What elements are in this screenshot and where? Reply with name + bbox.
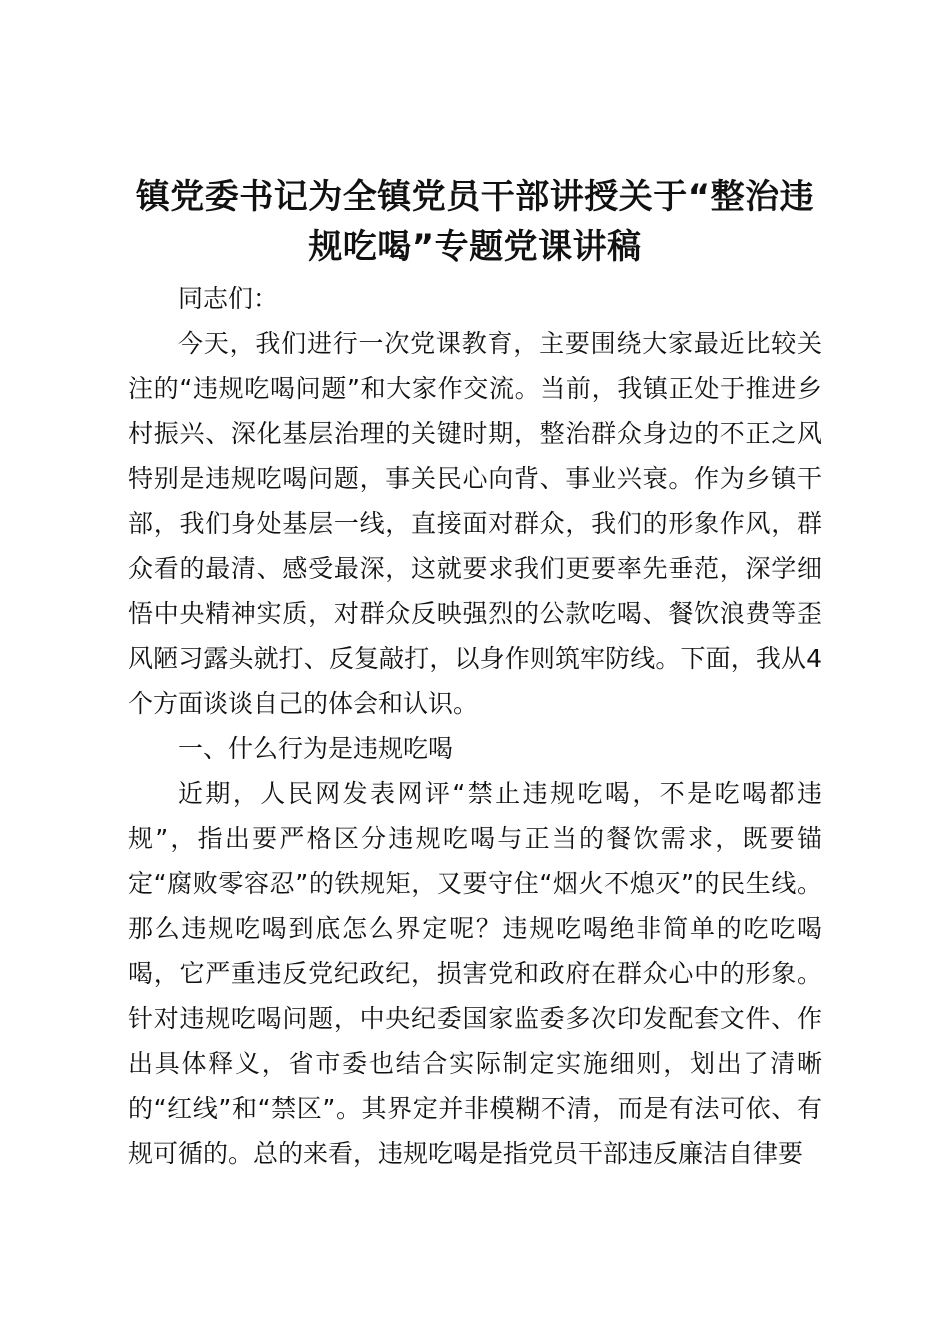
section-paragraph: 近期，人民网发表网评“禁止违规吃喝，不是吃喝都违规”，指出要严格区分违规吃喝与正当的餐饮需求，既要锚定“腐败零容忍”的铁规矩，又要守住“烟火不熄灭”的民生线。那么违规吃喝到底怎么界定呢？违规吃喝绝非简单的吃吃喝喝，它严重违反党纪政纪，损害党和政府在群众心中的形象。针对违规吃喝问题，中央纪委国家监委多次印发配套文件、作出具体释义，省市委也结合实际制定实施细则，划出了清晰的“红线”和“禁区”。其界定并非模糊不清，而是有法可依、有规可循的。总的来看，违规吃喝是指党员干部违反廉洁自律要 [128,779,822,1168]
document-body [128,276,822,1176]
intro-paragraph: 今天，我们进行一次党课教育，主要围绕大家最近比较关注的“违规吃喝问题”和大家作交流。当前，我镇正处于推进乡村振兴、深化基层治理的关键时期，整治群众身边的不正之风特别是违规吃喝问题，事关民心向背、事业兴衰。作为乡镇干部，我们身处基层一线，直接面对群众，我们的形象作风，群众看的最清、感受最深，这就要求我们更要率先垂范，深学细悟中央精神实质，对群众反映强烈的公款吃喝、餐饮浪费等歪风陋习露头就打、反复敲打，以身作则筑牢防线。下面，我从4个方面谈谈自己的体会和认识。 [128,329,822,718]
salutation-paragraph: 同志们： [178,284,279,313]
section-heading: 一、什么行为是违规吃喝 [178,734,454,763]
document-title: 镇党委书记为全镇党员干部讲授关于“整治违规吃喝”专题党课讲稿 [135,177,815,267]
